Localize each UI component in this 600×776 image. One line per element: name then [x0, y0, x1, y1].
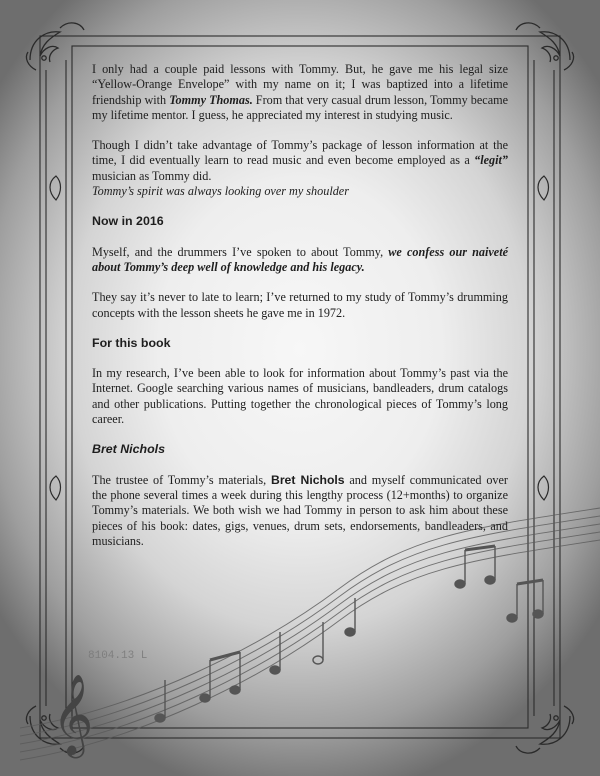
corner-ornament-bottom-right [516, 706, 574, 753]
corner-ornament-bottom-left [26, 706, 84, 753]
paragraph-trustee [92, 473, 508, 549]
bret-nichols-name: Bret Nichols [271, 472, 345, 487]
paragraph-research: In my research, I’ve been able to look for information about Tommy’s past via the Internet. Google searching various names of musicians, bandleaders, drum catalogs and other publications. Putting together the chronological pieces of Tommy’s long career. [92, 366, 508, 427]
paragraph-text: From that very casual drum lesson, Tommy became my lifetime mentor. I guess, he appreciated my interest in studying music. [92, 92, 509, 122]
side-flourish-left [50, 176, 61, 500]
heading-for-this-book: For this book [92, 335, 171, 350]
paragraph-never-too-late: They say it’s never to late to learn; I’ve returned to my study of Tommy’s drumming concepts with the lesson sheets he gave me in 1972. [92, 290, 508, 320]
heading-bret-nichols: Bret Nichols [92, 442, 165, 457]
paragraph-legit-musician [92, 138, 508, 184]
body-text [92, 62, 508, 564]
paragraph-text: I only had a couple paid lessons with Tommy. But, he gave me his legal size “Yellow-Orange Envelope” with my name on it; I was baptized into a lifetime friendship with [92, 62, 508, 107]
tommy-thomas-name: Tommy Thomas. [169, 92, 253, 107]
naivete-emphasis: we confess our naiveté about Tommy’s deep well of knowledge and his legacy. [92, 244, 508, 274]
legit-emphasis: “legit” [474, 153, 508, 168]
treble-clef-icon: 𝄞 [52, 673, 94, 755]
paragraph-text: Though I didn’t take advantage of Tommy’s package of lesson information at the time, I did eventually learn to read music and even become employed as a [92, 138, 508, 168]
side-flourish-right [538, 176, 549, 500]
italic-spirit-line: Tommy’s spirit was always looking over my shoulder [92, 184, 349, 199]
paragraph-naivete [92, 245, 508, 276]
paragraph-text: and myself communicated over the phone several times a week during this lengthy process (12+months) to organize Tommy’s materials. We both wish we had Tommy in person to ask him about these pieces of his book: dates, gigs, venues, drum sets, endorsements, bandleaders, and musicians. [92, 472, 508, 548]
heading-now-in-2016: Now in 2016 [92, 214, 164, 229]
paragraph-text: musician as Tommy did. [92, 168, 212, 183]
paragraph-text: Myself, and the drummers I’ve spoken to about Tommy, [92, 244, 389, 259]
paragraph-text: The trustee of Tommy’s materials, [92, 472, 272, 487]
background-stamp: 8104.13 L [88, 650, 148, 662]
paragraph-envelope [92, 62, 508, 123]
